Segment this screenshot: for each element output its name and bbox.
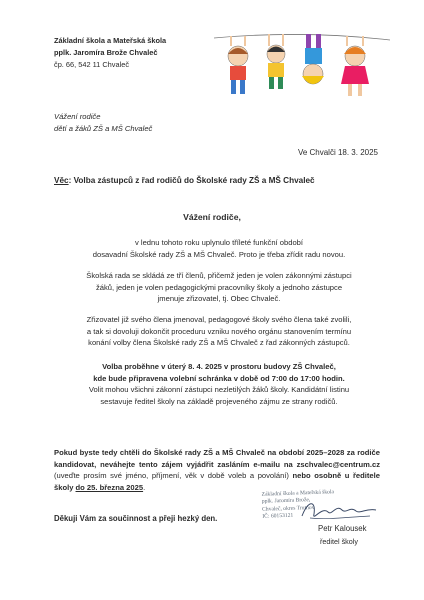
child-3-figure xyxy=(302,34,324,84)
child-4-figure xyxy=(341,36,369,96)
handwritten-signature xyxy=(298,496,382,526)
school-header xyxy=(54,35,166,71)
closing-thanks: Děkuji Vám za součinnost a přeji hezký den. xyxy=(54,514,218,523)
recipient-line1: Vážení rodiče xyxy=(54,112,101,121)
school-name: Základní škola a Mateřská škola xyxy=(54,36,167,45)
paragraph-line: žáků, jeden je volen pedagogickými pracovníky školy a jednoho zástupce xyxy=(95,282,343,292)
stamp-line: pplk. Jaromíra Brože, xyxy=(261,497,311,506)
paragraph-line: v lednu tohoto roku uplynulo tříleté funkční období xyxy=(134,238,304,247)
stamp-line: Základní škola a Mateřská škola xyxy=(261,489,335,498)
subject-text: : Volba zástupců z řad rodičů do Školské rady ZŠ a MŠ Chvaleč xyxy=(68,176,315,185)
candidacy-alternative: nebo osobně u ředitele školy xyxy=(54,471,380,492)
paragraph-line: Školská rada se skládá ze tří členů, přičemž jeden je volen zákonnými zástupci xyxy=(86,271,352,280)
paragraph-line: konání volby člena Školské rady ZŠ a MŠ Chvaleč z řad zákonných zástupců. xyxy=(88,338,350,348)
stamp-line: IČ: 60153121 xyxy=(262,512,294,520)
paragraph-line: Zřizovatel již svého člena jmenoval, pedagogové školy svého člena také zvolili, xyxy=(86,315,352,324)
paragraph-1 xyxy=(54,237,384,260)
paragraph-3 xyxy=(54,314,384,349)
greeting: Vážení rodiče, xyxy=(183,212,241,222)
paragraph-line: jmenuje zřizovatel, tj. Obec Chvaleč. xyxy=(157,294,281,304)
election-date: Volba proběhne v úterý 8. 4. 2025 v prostoru budovy ZŠ Chvaleč, xyxy=(102,362,336,371)
children-illustration xyxy=(212,30,392,112)
school-address: čp. 66, 542 11 Chvaleč xyxy=(54,60,130,69)
stamp-line: Chvaleč, okres Trutnov xyxy=(262,504,315,513)
child-2-figure xyxy=(267,34,285,89)
candidacy-deadline: do 25. března 2025 xyxy=(75,482,144,492)
recipient-line2: dětí a žáků ZŠ a MŠ Chvaleč xyxy=(54,124,153,133)
paragraph-line: dosavadní Školské rady ZŠ a MŠ Chvaleč. Proto je třeba zřídit radu novou. xyxy=(92,249,346,259)
candidacy-intro: Pokud byste tedy chtěli do Školské rady ZŠ a MŠ Chvaleč na období 2025–2028 za rodiče kandidovat, neváhejte tento zájem vyjádřit zasláním e-mailu na zschvalec@centrum.cz xyxy=(54,448,380,469)
subject-line xyxy=(54,176,315,185)
candidacy-details: (uveďte prosím své jméno, příjmení, věk v době voleb a povolání) xyxy=(54,471,293,481)
paragraph-line: a tak si dovoluji dokončit proceduru vzniku nového orgánu stanovením termínu xyxy=(86,326,352,336)
date-line: Ve Chvalči 18. 3. 2025 xyxy=(297,148,378,157)
school-name-line2: pplk. Jaromíra Brože Chvaleč xyxy=(54,48,158,57)
candidacy-end: . xyxy=(143,482,146,492)
election-time: kde bude připravena volební schránka v době od 7:00 do 17:00 hodin. xyxy=(93,373,345,383)
recipient-block xyxy=(54,111,152,135)
subject-label: Věc xyxy=(54,176,69,185)
signatory-role: ředitel školy xyxy=(320,537,358,546)
paragraph-line: sestavuje ředitel školy na základě projeveného zájmu ze strany rodičů. xyxy=(100,396,338,406)
signatory-name: Petr Kalousek xyxy=(318,524,367,533)
child-1-figure xyxy=(228,36,248,94)
paragraph-4-election-info xyxy=(54,361,384,407)
paragraph-line: Volit mohou všichni zákonní zástupci nezletilých žáků školy. Kandidátní listinu xyxy=(88,385,350,395)
paragraph-5-candidacy xyxy=(54,447,380,493)
paragraph-2 xyxy=(54,270,384,305)
